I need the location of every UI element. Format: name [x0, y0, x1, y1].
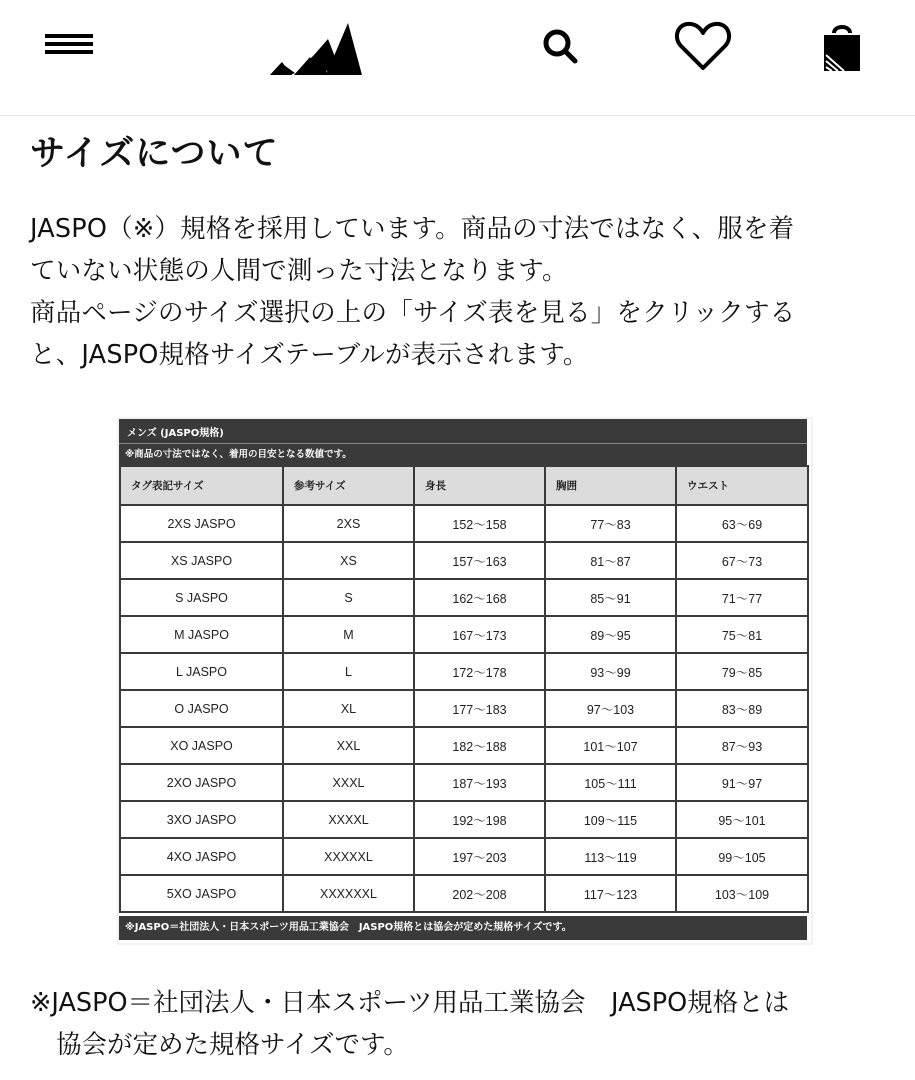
- intro-text: [30, 208, 900, 376]
- table-cell: 197〜203: [414, 838, 545, 875]
- table-row: [120, 838, 808, 875]
- intro-line: JASPO（※）規格を採用しています。商品の寸法ではなく、服を着: [30, 214, 795, 244]
- table-cell: 83〜89: [676, 690, 808, 727]
- table-cell: 91〜97: [676, 764, 808, 801]
- table-cell: S JASPO: [120, 579, 283, 616]
- table-cell: 3XO JASPO: [120, 801, 283, 838]
- search-icon[interactable]: [528, 14, 592, 78]
- column-header: 身長: [414, 466, 545, 505]
- shopping-bag-icon[interactable]: [810, 14, 874, 78]
- table-cell: 87〜93: [676, 727, 808, 764]
- table-cell: 101〜107: [545, 727, 676, 764]
- table-cell: 97〜103: [545, 690, 676, 727]
- table-cell: XO JASPO: [120, 727, 283, 764]
- table-cell: 172〜178: [414, 653, 545, 690]
- table-cell: XS JASPO: [120, 542, 283, 579]
- intro-line: と、JASPO規格サイズテーブルが表示されます。: [30, 340, 589, 370]
- size-table-title: メンズ (JASPO規格): [119, 419, 807, 443]
- table-cell: 95〜101: [676, 801, 808, 838]
- size-table: [119, 465, 809, 913]
- table-cell: 157〜163: [414, 542, 545, 579]
- size-chart-image: [119, 419, 811, 943]
- table-cell: 81〜87: [545, 542, 676, 579]
- table-cell: 162〜168: [414, 579, 545, 616]
- table-cell: 79〜85: [676, 653, 808, 690]
- table-cell: 71〜77: [676, 579, 808, 616]
- table-cell: 99〜105: [676, 838, 808, 875]
- table-cell: 202〜208: [414, 875, 545, 912]
- table-row: [120, 727, 808, 764]
- site-header: [0, 0, 915, 116]
- table-row: [120, 579, 808, 616]
- table-cell: 105〜111: [545, 764, 676, 801]
- note-line: ※JASPO＝社団法人・日本スポーツ用品工業協会 JASPO規格とは: [30, 988, 790, 1018]
- table-cell: L: [283, 653, 414, 690]
- table-row: [120, 616, 808, 653]
- table-row: [120, 801, 808, 838]
- table-cell: L JASPO: [120, 653, 283, 690]
- hamburger-menu-icon[interactable]: [38, 14, 102, 78]
- size-table-footer: ※JASPO＝社団法人・日本スポーツ用品工業協会 JASPO規格とは協会が定めた規格サイズです。: [119, 916, 807, 940]
- table-cell: XXXXL: [283, 801, 414, 838]
- page-title: サイズについて: [30, 134, 279, 174]
- table-row: [120, 542, 808, 579]
- table-cell: XS: [283, 542, 414, 579]
- table-row: [120, 653, 808, 690]
- table-cell: 4XO JASPO: [120, 838, 283, 875]
- table-cell: 2XO JASPO: [120, 764, 283, 801]
- table-cell: XXXXXL: [283, 838, 414, 875]
- column-header: 参考サイズ: [283, 466, 414, 505]
- jaspo-note: [30, 982, 900, 1066]
- intro-line: 商品ページのサイズ選択の上の「サイズ表を見る」をクリックする: [30, 298, 796, 328]
- table-cell: XXXL: [283, 764, 414, 801]
- table-cell: 113〜119: [545, 838, 676, 875]
- table-cell: XXXXXXL: [283, 875, 414, 912]
- table-cell: 167〜173: [414, 616, 545, 653]
- table-cell: 5XO JASPO: [120, 875, 283, 912]
- column-header: タグ表記サイズ: [120, 466, 283, 505]
- table-cell: 152〜158: [414, 505, 545, 542]
- table-row: [120, 690, 808, 727]
- table-cell: 63〜69: [676, 505, 808, 542]
- table-cell: 192〜198: [414, 801, 545, 838]
- intro-line: ていない状態の人間で測った寸法となります。: [30, 256, 568, 286]
- table-cell: 109〜115: [545, 801, 676, 838]
- table-cell: 187〜193: [414, 764, 545, 801]
- table-cell: XXL: [283, 727, 414, 764]
- table-cell: XL: [283, 690, 414, 727]
- table-header-row: [120, 466, 808, 505]
- table-cell: 93〜99: [545, 653, 676, 690]
- table-cell: 177〜183: [414, 690, 545, 727]
- adidas-logo-icon[interactable]: [262, 12, 366, 82]
- table-cell: 117〜123: [545, 875, 676, 912]
- table-row: [120, 764, 808, 801]
- table-cell: S: [283, 579, 414, 616]
- table-row: [120, 505, 808, 542]
- table-cell: 85〜91: [545, 579, 676, 616]
- table-cell: M JASPO: [120, 616, 283, 653]
- table-cell: 75〜81: [676, 616, 808, 653]
- table-cell: O JASPO: [120, 690, 283, 727]
- table-cell: 67〜73: [676, 542, 808, 579]
- table-cell: 2XS: [283, 505, 414, 542]
- table-cell: 182〜188: [414, 727, 545, 764]
- table-cell: 2XS JASPO: [120, 505, 283, 542]
- column-header: 胸囲: [545, 466, 676, 505]
- table-cell: 77〜83: [545, 505, 676, 542]
- table-cell: M: [283, 616, 414, 653]
- table-row: [120, 875, 808, 912]
- size-table-subtitle: ※商品の寸法ではなく、着用の目安となる数値です。: [119, 443, 807, 465]
- heart-icon[interactable]: [671, 14, 735, 78]
- table-cell: 89〜95: [545, 616, 676, 653]
- column-header: ウエスト: [676, 466, 808, 505]
- note-line: 協会が定めた規格サイズです。: [56, 1030, 409, 1060]
- table-cell: 103〜109: [676, 875, 808, 912]
